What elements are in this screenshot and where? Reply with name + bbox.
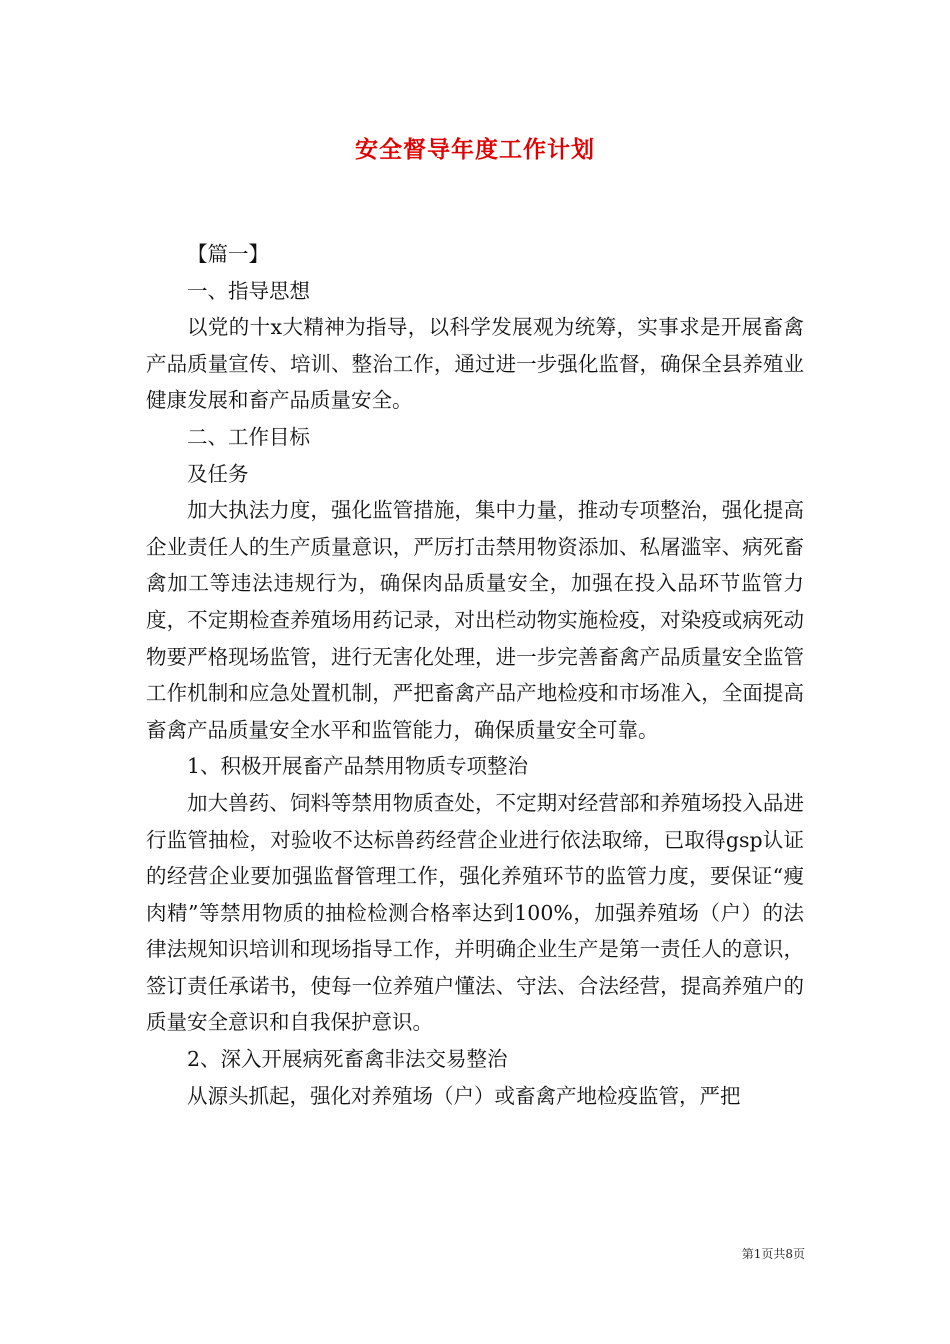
heading-tasks: 及任务	[187, 461, 249, 486]
document-body	[146, 236, 804, 1114]
subheading-1: 1、积极开展畜产品禁用物质专项整治	[187, 754, 529, 779]
heading-guiding-thought: 一、指导思想	[187, 278, 310, 303]
paragraph: 以党的十x大精神为指导，以科学发展观为统筹，实事求是开展畜禽产品质量宣传、培训、整治工作，通过进一步强化监督，确保全县养殖业健康发展和畜产品质量安全。	[146, 315, 804, 413]
document-title: 安全督导年度工作计划	[355, 136, 595, 163]
paragraph: 从源头抓起，强化对养殖场（户）或畜禽产地检疫监管，严把	[187, 1083, 741, 1108]
section-tag: 【篇一】	[187, 242, 269, 266]
paragraph: 加大执法力度，强化监管措施，集中力量，推动专项整治，强化提高企业责任人的生产质量意识，严厉打击禁用物资添加、私屠滥宰、病死畜禽加工等违法违规行为，确保肉品质量安全，加强在投入品环节监管力度，不定期检查养殖场用药记录，对出栏动物实施检疫，对染疫或病死动物要严格现场监管，进行无害化处理，进一步完善畜禽产品质量安全监管工作机制和应急处置机制，严把畜禽产品产地检疫和市场准入，全面提高畜禽产品质量安全水平和监管能力，确保质量安全可靠。	[146, 498, 804, 742]
paragraph: 加大兽药、饲料等禁用物质查处，不定期对经营部和养殖场投入品进行监管抽检，对验收不达标兽药经营企业进行依法取缔，已取得gsp认证的经营企业要加强监督管理工作，强化养殖环节的监管力度，要保证“瘦肉精”等禁用物质的抽检检测合格率达到100%，加强养殖场（户）的法律法规知识培训和现场指导工作，并明确企业生产是第一责任人的意识，签订责任承诺书，使每一位养殖户懂法、守法、合法经营，提高养殖户的质量安全意识和自我保护意识。	[146, 790, 804, 1035]
page-number: 第1页共8页	[741, 1247, 805, 1261]
heading-work-goals: 二、工作目标	[187, 424, 310, 449]
subheading-2: 2、深入开展病死畜禽非法交易整治	[187, 1047, 508, 1072]
